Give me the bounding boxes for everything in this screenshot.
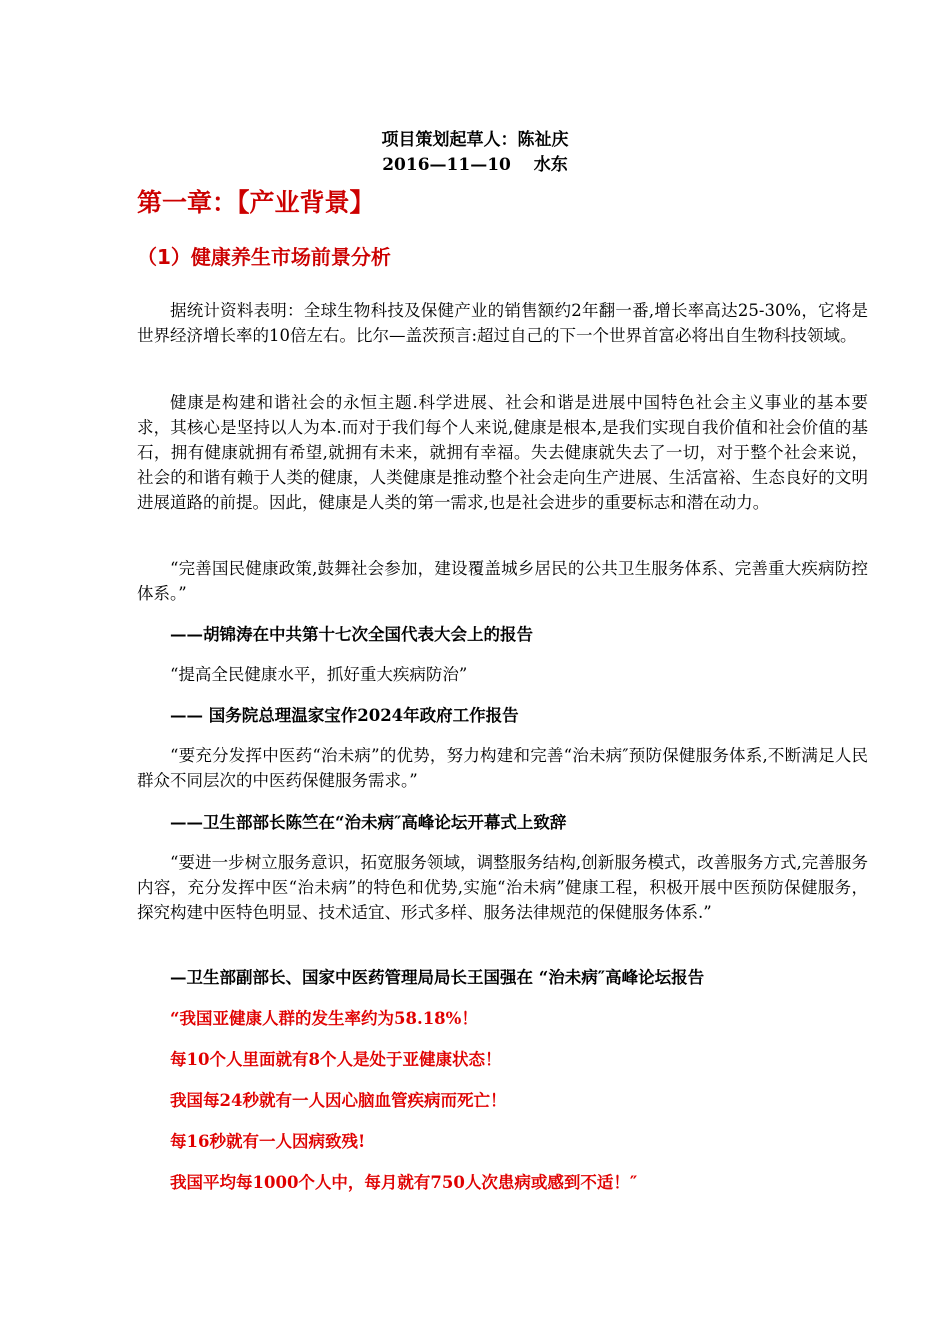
paragraph-health-society: 健康是构建和谐社会的永恒主题.科学进展、社会和谐是进展中国特色社会主义事业的基本要求，其核心是坚持以人为本.而对于我们每个人来说,健康是根本,是我们实现自我价值和社会价值的基石，拥有健康就拥有希望,就拥有未来，就拥有幸福。失去健康就失去了一切，对于整个社会来说，社会的和谐有赖于人类的健康，人类健康是推动整个社会走向生产进展、生活富裕、生态良好的文明进展道路的前提。因此，健康是人类的第一需求,也是社会进步的重要标志和潜在动力。 [137,393,868,512]
section-title: （1）健康养生市场前景分析 [137,245,391,269]
quote-health-level: “提高全民健康水平，抓好重大疾病防治” [170,665,468,684]
chapter-title: 第一章：【产业背景】 [137,188,375,217]
attribution-wang: —卫生部副部长、国家中医药管理局局长王国强在 “治未病″高峰论坛报告 [170,968,705,987]
highlight-eight-of-ten: 每10个人里面就有8个人是处于亚健康状态！ [170,1050,502,1069]
author-line: 项目策划起草人：陈祉庆 [381,130,569,150]
highlight-illness-rate: 我国平均每1000个人中，每月就有750人次患病或感到不适！″ [170,1173,638,1192]
attribution-hu: ——胡锦涛在中共第十七次全国代表大会上的报告 [170,625,533,644]
quote-service-system: “要进一步树立服务意识，拓宽服务领域，调整服务结构,创新服务模式，改善服务方式,完善服务内容，充分发挥中医“治未病”的特色和优势,实施“治未病”健康工程，积极开展中医预防保健服务，探究构建中医特色明显、技术适宜、形式多样、服务法律规范的保健服务体系.” [137,853,868,922]
highlight-disability: 每16秒就有一人因病致残! [170,1132,366,1151]
highlight-cardiovascular: 我国每24秒就有一人因心脑血管疾病而死亡！ [170,1091,507,1110]
quote-health-policy: “完善国民健康政策,鼓舞社会参加，建设覆盖城乡居民的公共卫生服务体系、完善重大疾病防控体系。” [137,559,868,603]
date-line: 2016—11—10 水东 [382,155,568,175]
attribution-chen: ——卫生部部长陈竺在“治未病″高峰论坛开幕式上致辞 [170,813,567,832]
attribution-wen: —— 国务院总理温家宝作2024年政府工作报告 [170,706,519,725]
quote-tcm-advantage: “要充分发挥中医药“治未病”的优势，努力构建和完善“治未病″预防保健服务体系,不断满足人民群众不同层次的中医药保健服务需求。” [137,746,868,790]
paragraph-market-stats: 据统计资料表明：全球生物科技及保健产业的销售额约2年翻一番,增长率高达25-30%，它将是世界经济增长率的10倍左右。比尔—盖茨预言:超过自己的下一个世界首富必将出自生物科技领域。 [137,301,868,345]
highlight-subhealth-rate: “我国亚健康人群的发生率约为58.18%！ [170,1009,478,1028]
